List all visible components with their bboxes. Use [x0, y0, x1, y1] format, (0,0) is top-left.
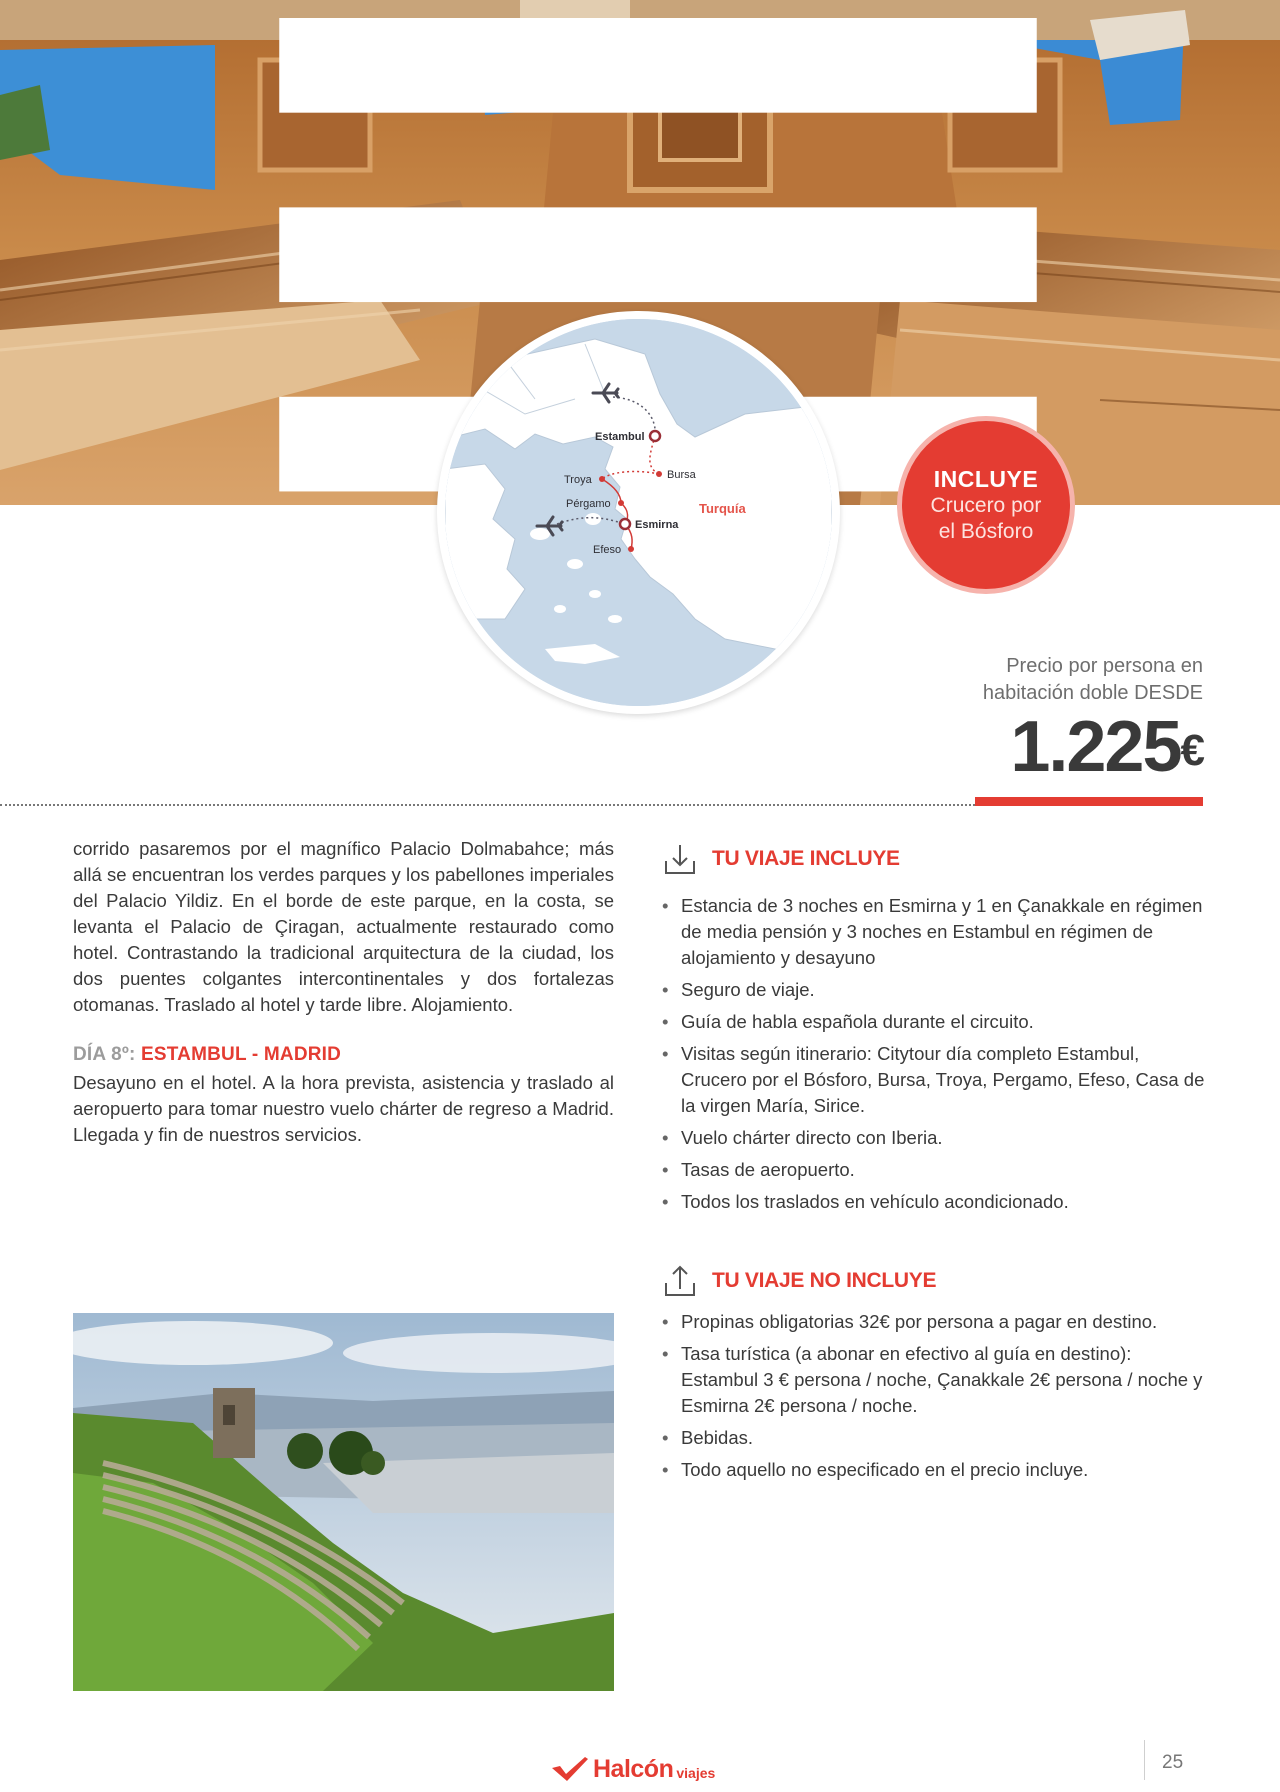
- route-map: [437, 311, 840, 714]
- price-underline: [975, 797, 1203, 806]
- list-item: • Guía de habla española durante el circuito.: [662, 1009, 1210, 1035]
- brand-subtitle: viajes: [676, 1765, 716, 1781]
- badge-line-2: el Bósforo: [938, 519, 1034, 543]
- day-8-text: Desayuno en el hotel. A la hora prevista, asistencia y traslado al aeropuerto para tomar nuestro vuelo chárter de regreso a Madrid. Llegada y fin de nuestros servicios.: [73, 1072, 614, 1145]
- map-label-troya: Troya: [564, 474, 592, 486]
- day-8-heading: [73, 1042, 614, 1068]
- halcon-logo[interactable]: [551, 1756, 715, 1782]
- includes-badge: [897, 416, 1075, 594]
- upload-icon: [662, 1263, 698, 1299]
- badge-title: INCLUYE: [933, 465, 1039, 492]
- price-currency: €: [1180, 726, 1203, 775]
- list-item: • Estancia de 3 noches en Esmirna y 1 en Çanakkale en régimen de media pensión y 3 noches en Estambul en régimen de alojamiento y desayuno: [662, 893, 1210, 971]
- list-item: • Tasa turística (a abonar en efectivo al guía en destino): Estambul 3 € persona / noche, Çanakkale 2€ persona / noche y Esmirna 2€ persona / noche.: [662, 1341, 1210, 1419]
- price-caption-line-1: Precio por persona en: [1006, 655, 1203, 677]
- itinerary-text: [73, 836, 614, 1148]
- itinerary-continuation: corrido pasaremos por el magnífico Palacio Dolmabahce; más allá se encuentran los verdes parques y los pabellones imperiales del Palacio Yildiz. En el borde de este parque, en la costa, se levanta el Palacio de Çiragan, actualmente restaurado como hotel. Contrastando la tradicional arquitectura de la ciudad, los dos puentes colgantes intercontinentales y dos fortalezas otomanas. Traslado al hotel y tarde libre. Alojamiento.: [73, 838, 614, 1015]
- map-label-pergamo: Pérgamo: [566, 498, 611, 510]
- list-item: • Bebidas.: [662, 1425, 1210, 1451]
- page-number: 25: [1162, 1752, 1184, 1773]
- dotted-divider: [0, 804, 975, 806]
- price-value: [1010, 707, 1203, 787]
- pergamon-theatre-photo: [73, 1313, 614, 1691]
- list-item: • Visitas según itinerario: Citytour día completo Estambul, Crucero por el Bósforo, Bursa, Troya, Pergamo, Efeso, Casa de la virgen María, Sirice.: [662, 1041, 1210, 1119]
- map-label-esmirna: Esmirna: [635, 519, 679, 531]
- price-caption-line-2: habitación doble DESDE: [982, 682, 1203, 704]
- includes-title: TU VIAJE INCLUYE: [712, 847, 900, 870]
- includes-list: [662, 893, 1210, 1215]
- list-item: • Propinas obligatorias 32€ por persona a pagar en destino.: [662, 1309, 1210, 1335]
- price-amount: 1.225: [1010, 707, 1181, 787]
- list-item: • Todos los traslados en vehículo acondicionado.: [662, 1189, 1210, 1215]
- excludes-list: [662, 1309, 1210, 1483]
- map-label-country: Turquía: [699, 501, 746, 516]
- map-label-estambul: Estambul: [595, 431, 645, 443]
- includes-section: [662, 839, 1210, 1221]
- page-number-divider: [1144, 1740, 1145, 1780]
- day-8-label: DÍA 8º:: [73, 1044, 136, 1065]
- badge-line-1: Crucero por: [930, 493, 1042, 517]
- list-item: • Tasas de aeropuerto.: [662, 1157, 1210, 1183]
- download-icon: [662, 841, 698, 877]
- excludes-header: [662, 1261, 1210, 1301]
- excludes-section: [662, 1261, 1210, 1489]
- list-item: • Seguro de viaje.: [662, 977, 1210, 1003]
- map-label-efeso: Efeso: [593, 544, 622, 556]
- includes-header: [662, 839, 1210, 879]
- brand-name: Halcón: [593, 1755, 674, 1783]
- list-item: • Vuelo chárter directo con Iberia.: [662, 1125, 1210, 1151]
- price-caption: [983, 653, 1203, 707]
- halcon-bird-icon: [551, 1756, 589, 1782]
- list-item: • Todo aquello no especificado en el precio incluye.: [662, 1457, 1210, 1483]
- map-label-bursa: Bursa: [667, 469, 696, 481]
- excludes-title: TU VIAJE NO INCLUYE: [712, 1269, 937, 1292]
- day-8-destination: ESTAMBUL - MADRID: [141, 1044, 342, 1065]
